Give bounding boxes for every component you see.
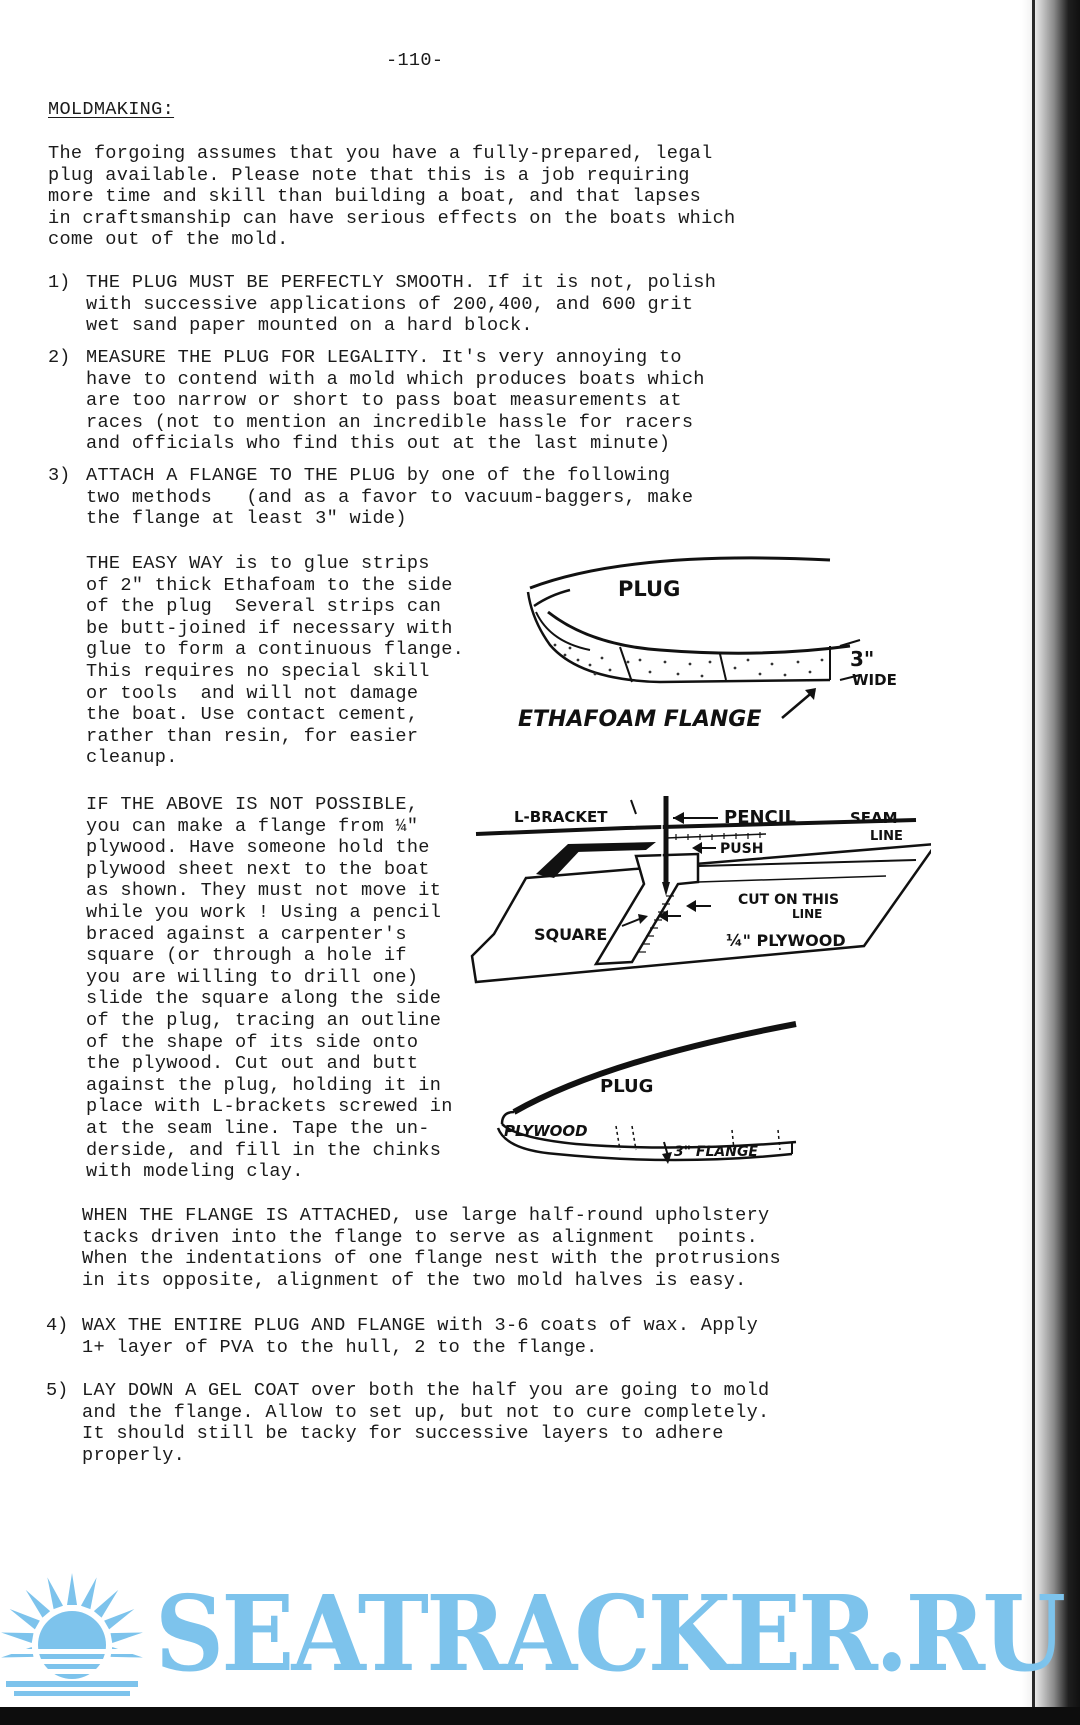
page-edge-line	[1032, 0, 1035, 1725]
cut-on-label: CUT ON THIS	[738, 892, 840, 908]
square-label: SQUARE	[534, 925, 608, 944]
ethafoam-flange-caption: ETHAFOAM FLANGE	[518, 707, 762, 732]
easy-way-paragraph: THE EASY WAY is to glue strips of 2" thick Ethafoam to the side of the plug Several strips can be butt-joined if necessary with glue to form a continuous flange. This requires no special skill or tools and will not damage the boat. Use contact cement, rather than resin, for easier cleanup.	[86, 553, 465, 769]
item-1-number: 1)	[48, 272, 71, 293]
square-tracing-figure	[466, 786, 931, 996]
ethafoam-flange-figure	[510, 550, 910, 740]
pencil-label: PENCIL	[724, 807, 796, 828]
flange-attached-paragraph: WHEN THE FLANGE IS ATTACHED, use large half-round upholstery tacks driven into the flange to serve as alignment points. When the indentations of one flange nest with the protrusions in its opposite, alignment of the two mold halves is easy.	[82, 1205, 781, 1291]
seam-label: SEAM	[850, 809, 898, 827]
ethafoam-width-number: 3"	[850, 647, 875, 671]
item-5-number: 5)	[46, 1380, 69, 1401]
watermark-text: SEATRACKER.RU	[155, 1572, 1064, 1695]
plywood-paragraph: IF THE ABOVE IS NOT POSSIBLE, you can make a flange from ¼" plywood. Have someone hold the plywood sheet next to the boat as shown. They must not move it while you work ! Using a pencil braced against a carpenter's square (or through a hole if you are willing to drill one) slide the square along the side of the plug, tracing an outline of the shape of its side onto the plywood. Cut out and butt against the plug, holding it in place with L-brackets screwed in at the seam line. Tape the un- derside, and fill in the chinks with modeling clay.	[86, 794, 453, 1183]
flange-plywood-label: PLYWOOD	[504, 1122, 588, 1140]
item-2-text: MEASURE THE PLUG FOR LEGALITY. It's very annoying to have to contend with a mold which produces boats which are too narrow or short to pass boat measurements at races (not to mention an incredible hassle for racers and officials who find this out at the last minute)	[86, 347, 705, 455]
item-3-number: 3)	[48, 465, 71, 486]
intro-paragraph: The forgoing assumes that you have a fully-prepared, legal plug available. Please note that this is a job requiring more time and skill than building a boat, and that lapses in craftsmanship can have serious effects on the boats which come out of the mold.	[48, 143, 736, 251]
item-5-text: LAY DOWN A GEL COAT over both the half you are going to mold and the flange. Allow to set up, but not to cure completely. It should still be tacky for successive layers to adhere properly.	[82, 1380, 770, 1466]
cut-line-label: LINE	[792, 907, 823, 921]
flange-plug-label: PLUG	[600, 1076, 654, 1097]
item-3-text: ATTACH A FLANGE TO THE PLUG by one of the following two methods (and as a favor to vacuum-baggers, make the flange at least 3" wide)	[86, 465, 694, 530]
item-4-number: 4)	[46, 1315, 69, 1336]
page-number: -110-	[386, 50, 444, 71]
item-1-text: THE PLUG MUST BE PERFECTLY SMOOTH. If it is not, polish with successive applications of 200,400, and 600 grit wet sand paper mounted on a hard block.	[86, 272, 717, 337]
l-bracket-label: L-BRACKET	[514, 808, 608, 826]
item-2-number: 2)	[48, 347, 71, 368]
seam-line-label: LINE	[870, 829, 903, 844]
page-binding-shadow	[1022, 0, 1080, 1725]
plywood-thickness-label: ¼" PLYWOOD	[726, 931, 846, 950]
push-label: PUSH	[720, 841, 764, 857]
scan-bottom-border	[0, 1707, 1080, 1725]
item-4-text: WAX THE ENTIRE PLUG AND FLANGE with 3-6 coats of wax. Apply 1+ layer of PVA to the hull, 2 to the flange.	[82, 1315, 759, 1358]
flange-width-label: 3" FLANGE	[674, 1144, 758, 1160]
ethafoam-plug-label: PLUG	[618, 577, 681, 601]
ethafoam-width-label: WIDE	[852, 671, 897, 689]
plywood-flange-figure	[496, 1020, 811, 1170]
section-heading: MOLDMAKING:	[48, 99, 175, 120]
